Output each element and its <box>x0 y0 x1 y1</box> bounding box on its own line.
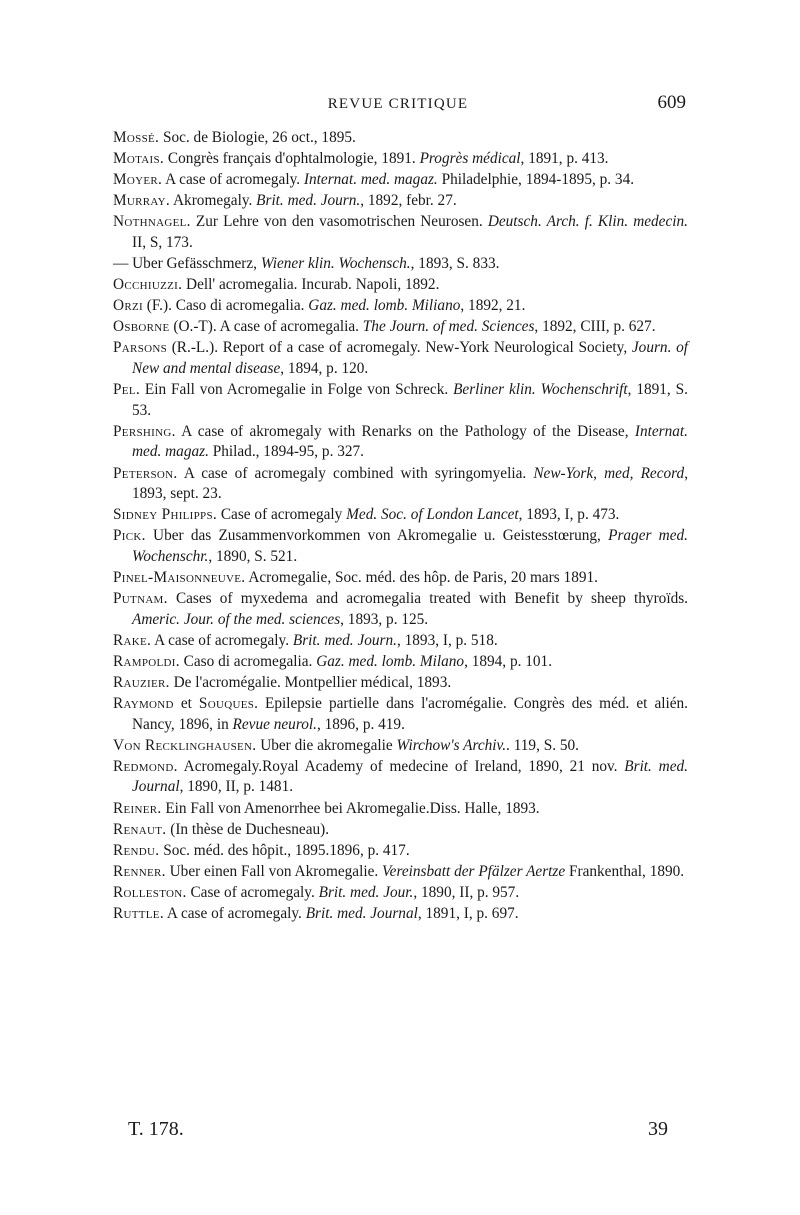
entry-text: Philad., 1894-95, p. 327. <box>208 443 364 461</box>
entry-text: Case of acromegaly. <box>186 883 319 901</box>
entry-text: Cases of myxedema and acromegalia treated with Benefit by sheep thyroïds. <box>167 590 688 608</box>
entry-text: Frankenthal, 1890. <box>565 862 685 880</box>
bibliography-entry <box>113 338 688 379</box>
sheet-mark: T. 178. <box>128 1118 184 1140</box>
bibliography-entry <box>113 170 688 191</box>
entry-journal: Wiener klin. Wochensch. <box>260 255 411 273</box>
entry-text: Uber einen Fall von Akromegalie. <box>165 862 383 880</box>
entry-journal: Prager med. Wochenschr. <box>132 527 688 565</box>
entry-text: , 1891, S. 53. <box>132 381 688 419</box>
bibliography-entry <box>113 526 688 567</box>
entry-text: , 1896, p. 419. <box>316 715 405 733</box>
entry-author: Nothnagel. <box>113 213 191 231</box>
entry-text: , 1892, febr. 27. <box>360 192 457 210</box>
entry-text: II, S, 173. <box>132 233 193 251</box>
entry-journal: Gaz. med. lomb. Milano, <box>316 652 468 670</box>
entry-text: , 1893, I, p. 473. <box>518 506 620 524</box>
entry-author: Orzi <box>113 297 143 315</box>
entry-author: Pershing. <box>113 422 176 440</box>
bibliography-entry <box>113 296 688 317</box>
entry-text: A case of akromegaly with Renarks on the Pathology of the Disease, <box>175 422 635 440</box>
entry-text: . Epilepsie partielle dans l'acromégalie. Congrès des méd. et alién. Nancy, 1896, in <box>132 695 688 733</box>
entry-journal: Brit. med. Jour. <box>318 883 414 901</box>
page-number: 609 <box>657 92 686 113</box>
entry-author: Rampoldi. <box>113 652 180 670</box>
entry-author: Ruttle. <box>113 904 164 922</box>
entry-text: , 1892, CIII, p. 627. <box>534 318 656 336</box>
entry-journal: Med. Soc. of London Lancet <box>346 506 519 524</box>
entry-author: Pick. <box>113 527 146 545</box>
entry-text: , 1890, II, p. 1481. <box>179 778 294 796</box>
entry-journal: The Journ. of med. Sciences <box>362 318 535 336</box>
bibliography-entry <box>113 212 688 253</box>
entry-text: , 1890, II, p. 957. <box>413 883 520 901</box>
entry-journal: New-York, med, Record <box>533 464 685 482</box>
bibliography-entry <box>113 254 688 275</box>
entry-author: Mossé. <box>113 129 160 146</box>
entry-text: (R.-L.). Report of a case of acromegaly. New-York Neurological Society, <box>167 339 632 357</box>
entry-text: A case of acromegaly. <box>163 904 306 922</box>
entry-text: A case of acromegaly. <box>151 631 293 649</box>
entry-text: . 119, S. 50. <box>506 736 579 754</box>
entry-author: Parsons <box>113 339 168 357</box>
entry-text: Ein Fall von Amenorrhee bei Akromegalie.Diss. Halle, 1893. <box>161 799 540 817</box>
entry-author: Reiner. <box>113 799 162 817</box>
entry-author: Murray. <box>113 192 171 210</box>
entry-text: — Uber Gefässchmerz, <box>113 255 261 273</box>
bibliography-entry <box>113 820 688 841</box>
bibliography-entry <box>113 149 688 170</box>
entry-text: et <box>173 695 199 713</box>
entry-author: Motais. <box>113 150 165 168</box>
bibliography-entry <box>113 757 688 798</box>
entry-journal: Brit. med. Journ. <box>292 631 397 649</box>
entry-journal: Gaz. med. lomb. Miliano <box>308 297 461 315</box>
entry-text: (O.-T). A case of acromegalia. <box>169 318 363 336</box>
bibliography-entry <box>113 275 688 296</box>
bibliography-entry <box>113 380 688 421</box>
entry-author: Redmond. <box>113 757 178 775</box>
entry-journal: Progrès médical <box>419 150 521 168</box>
entry-journal: Vereinsbatt der Pfälzer Aertze <box>382 862 566 880</box>
entry-text: Ein Fall von Acromegalie in Folge von Schreck. <box>139 381 454 399</box>
entry-author: Putnam. <box>113 590 168 608</box>
bibliography-entry <box>113 883 688 904</box>
entry-text: , 1893, I, p. 518. <box>396 631 498 649</box>
entry-text: , 1893, sept. 23. <box>132 464 689 503</box>
entry-text: Soc. de Biologie, 26 oct., 1895. <box>159 129 356 146</box>
entry-text: Souques <box>198 695 255 713</box>
entry-text: , 1891, I, p. 697. <box>417 904 519 922</box>
entry-author: Moyer. <box>113 171 163 189</box>
entry-text: , 1894, p. 120. <box>280 360 369 378</box>
entry-text: , 1892, 21. <box>460 297 526 315</box>
entry-journal: Deutsch. Arch. f. Klin. medecin. <box>487 213 688 231</box>
entry-text: , 1890, S. 521. <box>208 547 298 565</box>
entry-text: Uber die akromegalie <box>256 736 397 754</box>
entry-author: Occhiuzzi. <box>113 276 183 294</box>
bibliography-entry <box>113 652 688 673</box>
entry-text: , 1893, S. 833. <box>410 255 500 273</box>
bibliography-entry <box>113 317 688 338</box>
bibliography-entry <box>113 799 688 820</box>
entry-text: Congrès français d'ophtalmologie, 1891. <box>164 150 420 168</box>
entry-author: Renaut. <box>113 820 167 838</box>
bibliography-entry <box>113 505 688 526</box>
entry-text: Case of acromegaly <box>217 506 347 524</box>
entry-text: (In thèse de Duchesneau). <box>166 820 330 838</box>
entry-text: Soc. méd. des hôpit., 1895.1896, p. 417. <box>159 841 410 859</box>
bibliography-entry <box>113 568 688 589</box>
entry-author: Rake. <box>113 631 152 649</box>
entry-text: Dell' acromegalia. Incurab. Napoli, 1892. <box>182 276 440 294</box>
bibliography-entry <box>113 904 688 925</box>
entry-text: A case of acromegaly combined with syringomyelia. <box>177 464 534 482</box>
bibliography-entry <box>113 841 688 862</box>
entry-text: Philadelphie, 1894-1895, p. 34. <box>437 171 635 189</box>
bibliography-entry <box>113 736 688 757</box>
bibliography-entry <box>113 862 688 883</box>
bibliography-entry <box>113 631 688 652</box>
entry-author: Osborne <box>113 318 170 336</box>
bibliography-entry <box>113 128 688 149</box>
entry-text: Caso di acromegalia. <box>179 652 317 670</box>
entry-author: Peterson. <box>113 464 178 482</box>
entry-author: Rauzier. <box>113 673 170 691</box>
entry-journal: Internat. med. magaz. <box>303 171 438 189</box>
entry-journal: Brit. med. Journ. <box>256 192 361 210</box>
entry-journal: Internat. med. magaz. <box>132 422 688 461</box>
bibliography-entry <box>113 694 688 735</box>
entry-author: Von Recklinghausen. <box>113 736 257 754</box>
entry-text: Uber das Zusammenvorkommen von Akromegalie u. Geistesstœrung, <box>145 527 609 545</box>
entry-journal: Berliner klin. Wochenschrift <box>453 381 628 399</box>
entry-author: Pel. <box>113 381 140 399</box>
entry-text: Zur Lehre von den vasomotrischen Neurosen. <box>190 213 488 231</box>
running-title: REVUE CRITIQUE <box>327 96 469 112</box>
entry-text: , 1891, p. 413. <box>520 150 609 168</box>
entry-text: (F.). Caso di acromegalia. <box>142 297 309 315</box>
entry-text: De l'acromégalie. Montpellier médical, 1893. <box>169 673 452 691</box>
bibliography-entry <box>113 589 688 630</box>
entry-journal: Journ. of New and mental disease <box>132 339 688 378</box>
entry-journal: Americ. Jour. of the med. sciences <box>132 610 341 628</box>
entry-text: 1894, p. 101. <box>467 652 553 670</box>
bibliography-list <box>113 128 688 925</box>
entry-author: Renner. <box>113 862 166 880</box>
entry-journal: Wirchow's Archiv. <box>396 736 507 754</box>
entry-text: Akromegaly. <box>170 192 257 210</box>
entry-journal: Brit. med. Journal <box>305 904 418 922</box>
entry-author: Sidney Philipps. <box>113 506 218 524</box>
entry-author: Rolleston. <box>113 883 187 901</box>
entry-author: Pinel-Maisonneuve. <box>113 568 246 586</box>
entry-author: Raymond <box>113 695 174 713</box>
bibliography-entry <box>113 464 688 505</box>
signature-number: 39 <box>648 1118 668 1140</box>
entry-journal: Brit. med. Journal <box>132 757 688 796</box>
entry-text: Acromegalie, Soc. méd. des hôp. de Paris, 20 mars 1891. <box>245 568 598 586</box>
entry-text: , 1893, p. 125. <box>340 610 429 628</box>
bibliography-entry <box>113 422 688 463</box>
page-header <box>110 88 686 118</box>
entry-text: Acromegaly.Royal Academy of medecine of Ireland, 1890, 21 nov. <box>177 757 625 775</box>
entry-text: A case of acromegaly. <box>162 171 304 189</box>
page-footer <box>128 1118 668 1146</box>
bibliography-entry <box>113 673 688 694</box>
entry-author: Rendu. <box>113 841 160 859</box>
entry-journal: Revue neurol. <box>232 715 317 733</box>
bibliography-entry <box>113 191 688 212</box>
